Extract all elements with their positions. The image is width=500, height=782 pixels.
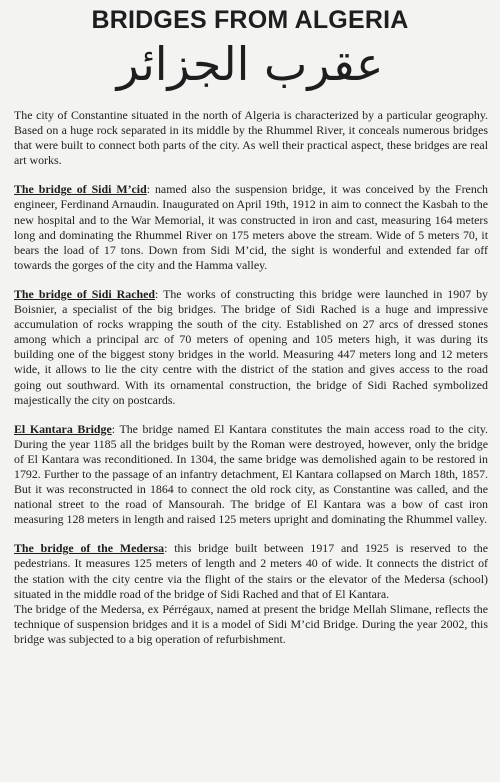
section-el-kantara	[14, 422, 488, 528]
section-text: : named also the suspension bridge, it was conceived by the French engineer, Ferdinand Arnaudin. Inaugurated on April 19th, 1912 in aim to connect the Kasbah to the new hospital and to the War Memorial, it was constructed in iron and cast, measuring 164 meters long and dominating the Rhummel River on 175 meters above the stream. Wide of 5 meters 70, it bears the load of 17 tons. Down from Sidi M’cid, the sight is wonderful and extended far off towards the gorges of the city and the Hamma valley.	[14, 182, 489, 272]
section-text: : The bridge named El Kantara constitutes the main access road to the city. During the year 1185 all the bridges built by the Roman were destroyed, however, only the bridge of El Kantara was reconditioned. In 1304, the same bridge was demolished again to be restored in 1792. Further to the passage of an infantry detachment, El Kantara collapsed on March 18th, 1857. But it was reconstructed in 1864 to connect the old rock city, as Constantine was called, and the national street to the road of Mansourah. The bridge of El Kantara was a bow of cast iron measuring 128 meters in length and raised 125 meters upright and dominating the Rhummel valley.	[14, 421, 488, 527]
section-heading: The bridge of Sidi M’cid	[14, 182, 147, 197]
section-heading: El Kantara Bridge	[14, 421, 112, 436]
arabic-title: عقرب الجزائر	[116, 37, 384, 91]
section-medersa-extra: The bridge of the Medersa, ex Pérrégaux, named at present the bridge Mellah Slimane, reflects the technique of suspension bridges and it is a model of Sidi M’cid Bridge. During the year 2002, this bridge was subjected to a big operation of refurbishment.	[14, 601, 488, 646]
section-heading: The bridge of Sidi Rached	[14, 286, 155, 301]
article-body	[14, 108, 488, 647]
section-sidi-mcid	[14, 182, 488, 273]
intro-paragraph: The city of Constantine situated in the north of Algeria is characterized by a particular geography. Based on a huge rock separated in its middle by the Rhummel River, it conceals numerous bridges that were built to connect both parts of the city. As well their practical aspect, these bridges are real art works.	[14, 108, 488, 168]
section-heading: The bridge of the Medersa	[14, 541, 165, 556]
section-sidi-rached	[14, 287, 488, 408]
section-medersa	[14, 541, 488, 601]
section-text: : this bridge built between 1917 and 1925 is reserved to the pedestrians. It measures 125 meters of length and 2 meters 40 of wide. It connects the district of the station with the city centre via the flight of the stairs or the elevator of the Medersa (school) situated in the middle road of the bridge of Sidi Rached and that of El Kantara.	[14, 541, 488, 601]
section-text: : The works of constructing this bridge were launched in 1907 by Boisnier, a specialist of the big bridges. The bridge of Sidi Rached is a huge and impressive accumulation of rocks wrapping the south of the city. Established on 27 arcs of dressed stones among which a principal arc of 70 meters of opening and 105 meters high, it was during its building one of the biggest stony bridges in the world. Measuring 447 meters long and 12 meters wide, it allows to lie the city centre with the district of the station and gives access to the road going out southward. With its ornamental construction, the bridge of Sidi Rached symbolized majestically the city on postcards.	[14, 286, 488, 407]
page-title: BRIDGES FROM ALGERIA	[91, 6, 409, 34]
